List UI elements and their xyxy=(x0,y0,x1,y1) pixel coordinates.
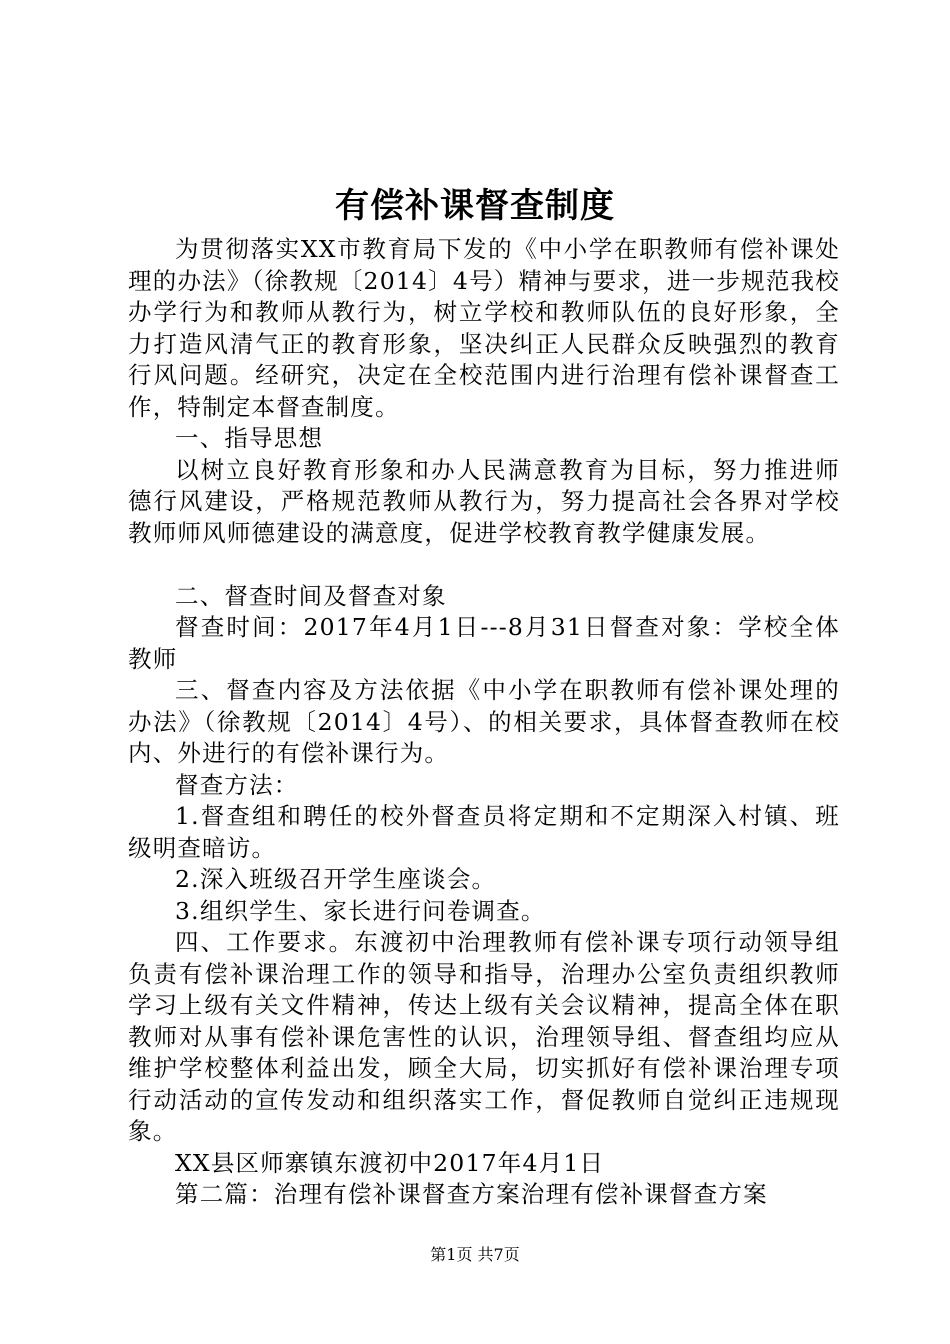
document-title: 有偿补课督查制度 xyxy=(335,186,615,226)
paragraph-guiding-thought: 以树立良好教育形象和办人民满意教育为目标，努力推进师德行风建设，严格规范教师从教行为，努力提高社会各界对学校教师师风师德建设的满意度，促进学校教育教学健康发展。 xyxy=(128,455,840,547)
paragraph-inspection-time: 督查时间：2017年4月1日---8月31日督查对象：学校全体教师 xyxy=(128,613,840,673)
heading-inspection-method: 督查方法： xyxy=(175,770,299,799)
document-body xyxy=(128,234,840,1211)
list-item-method-1: 1.督查组和聘任的校外督查员将定期和不定期深入村镇、班级明查暗访。 xyxy=(128,802,840,862)
paragraph-intro: 为贯彻落实XX市教育局下发的《中小学在职教师有偿补课处理的办法》（徐教规〔2014〕4号）精神与要求，进一步规范我校办学行为和教师从教行为，树立学校和教师队伍的良好形象，全力打造风清气正的教育形象，坚决纠正人民群众反映强烈的教育行风问题。经研究，决定在全校范围内进行治理有偿补课督查工作，特制定本督查制度。 xyxy=(128,235,840,421)
paragraph-inspection-content: 三、督查内容及方法依据《中小学在职教师有偿补课处理的办法》（徐教规〔2014〕4号）、的相关要求，具体督查教师在校内、外进行的有偿补课行为。 xyxy=(128,676,840,767)
heading-guiding-thought: 一、指导思想 xyxy=(175,424,324,452)
heading-inspection-time: 二、督查时间及督查对象 xyxy=(175,581,447,610)
paragraph-second-article: 第二篇：治理有偿补课督查方案治理有偿补课督查方案 xyxy=(175,1180,768,1208)
blank-line xyxy=(128,549,840,581)
page-number-footer: 第1页 共7页 xyxy=(430,1245,520,1264)
list-item-method-2: 2.深入班级召开学生座谈会。 xyxy=(175,865,497,893)
signature-line: XX县区师寨镇东渡初中2017年4月1日 xyxy=(175,1148,605,1177)
list-item-method-3: 3.组织学生、家长进行问卷调查。 xyxy=(175,896,546,925)
paragraph-work-requirements: 四、工作要求。东渡初中治理教师有偿补课专项行动领导组负责有偿补课治理工作的领导和指导，治理办公室负责组织教师学习上级有关文件精神，传达上级有关会议精神，提高全体在职教师对从事有偿补课危害性的认识，治理领导组、督查组均应从维护学校整体利益出发，顾全大局，切实抓好有偿补课治理专项行动活动的宣传发动和组织落实工作，督促教师自觉纠正违规现象。 xyxy=(128,928,840,1145)
